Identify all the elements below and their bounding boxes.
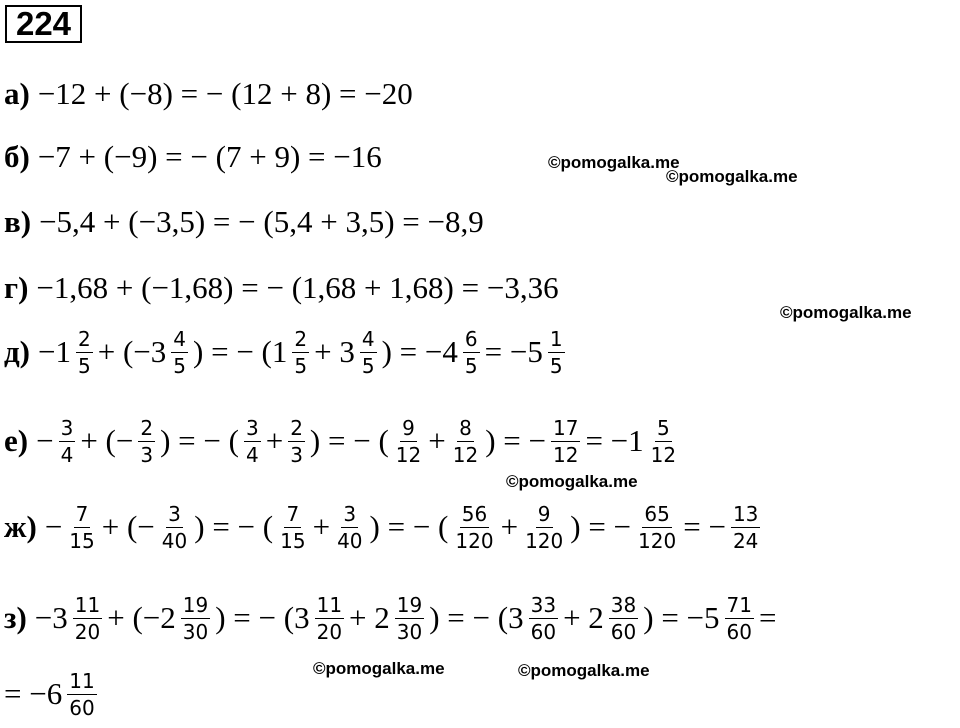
- expression-text: + (−: [80, 423, 134, 458]
- expression-text: ) = −4: [381, 334, 458, 369]
- numerator: 3: [343, 501, 357, 526]
- item-label: а): [4, 76, 30, 111]
- denominator: 12: [395, 442, 422, 467]
- fraction: [523, 503, 565, 552]
- fraction: [67, 670, 96, 719]
- watermark: ©pomogalka.me: [518, 661, 650, 680]
- numerator: 11: [74, 592, 101, 617]
- expression-text: ) = − (: [194, 509, 274, 544]
- expression-text: ) = −: [485, 423, 546, 458]
- numerator: 4: [361, 326, 375, 351]
- expression-text: ) = −: [570, 509, 632, 544]
- denominator: 20: [316, 619, 343, 644]
- numerator: 3: [245, 415, 259, 440]
- fraction: [292, 328, 309, 377]
- fraction: [244, 417, 261, 466]
- fraction: [453, 503, 495, 552]
- denominator: 5: [464, 353, 478, 378]
- numerator: 2: [294, 326, 308, 351]
- denominator: 30: [396, 619, 423, 644]
- expression-text: ) = − (3: [429, 600, 524, 635]
- numerator: 11: [316, 592, 343, 617]
- denominator: 5: [361, 353, 375, 378]
- expression-text: + (−: [101, 509, 155, 544]
- expression-text: +: [428, 423, 446, 458]
- expression-text: ) = − (: [309, 423, 389, 458]
- denominator: 12: [452, 442, 479, 467]
- numerator: 1: [549, 326, 563, 351]
- expression-text: ) = −5: [643, 600, 720, 635]
- equation-row-d: [4, 326, 570, 378]
- expression-text: −1,68 + (−1,68) = − (1,68 + 1,68) = −3,36: [36, 270, 559, 305]
- denominator: 20: [74, 619, 101, 644]
- item-label: ж): [4, 509, 37, 544]
- item-label: д): [4, 334, 31, 369]
- watermark: ©pomogalka.me: [780, 303, 912, 322]
- equation-row-e: [4, 415, 683, 467]
- expression-text: =: [759, 600, 777, 635]
- numerator: 2: [140, 415, 154, 440]
- watermark: ©pomogalka.me: [313, 659, 445, 678]
- denominator: 15: [69, 528, 95, 553]
- denominator: 12: [552, 442, 579, 467]
- numerator: 4: [173, 326, 187, 351]
- denominator: 3: [290, 442, 303, 467]
- denominator: 40: [161, 528, 188, 553]
- fraction: [171, 328, 188, 377]
- denominator: 4: [245, 442, 259, 467]
- item-label: г): [4, 270, 29, 305]
- expression-text: −7 + (−9) = − (7 + 9) = −16: [37, 139, 382, 174]
- denominator: 5: [78, 353, 91, 378]
- numerator: 9: [537, 501, 551, 526]
- denominator: 40: [337, 528, 363, 553]
- numerator: 3: [168, 501, 181, 526]
- expression-text: + (−3: [97, 334, 167, 369]
- expression-text: −: [36, 423, 54, 458]
- fraction: [636, 503, 678, 552]
- expression-text: +: [500, 509, 519, 544]
- watermark: ©pomogalka.me: [506, 472, 638, 491]
- numerator: 17: [552, 415, 579, 440]
- item-label: е): [4, 423, 29, 458]
- fraction: [76, 328, 93, 377]
- expression-text: + 3: [314, 334, 355, 369]
- numerator: 2: [290, 415, 303, 440]
- denominator: 3: [140, 442, 154, 467]
- numerator: 11: [69, 668, 95, 693]
- numerator: 2: [78, 326, 91, 351]
- fraction: [529, 594, 558, 643]
- equation-row-z-continued: [4, 668, 102, 720]
- denominator: 60: [610, 619, 637, 644]
- numerator: 71: [726, 592, 752, 617]
- watermark: ©pomogalka.me: [666, 167, 798, 186]
- denominator: 5: [294, 353, 308, 378]
- numerator: 38: [610, 592, 637, 617]
- denominator: 60: [69, 695, 95, 720]
- numerator: 19: [396, 592, 423, 617]
- fraction: [138, 417, 155, 466]
- fraction: [181, 594, 210, 643]
- expression-text: = −6: [4, 676, 63, 711]
- item-label: з): [4, 600, 27, 635]
- problem-number: 224: [5, 5, 82, 43]
- equation-row-a: [4, 72, 413, 116]
- equation-row-g: [4, 266, 559, 310]
- expression-text: ) = − (3: [215, 600, 310, 635]
- expression-text: −1: [38, 334, 71, 369]
- numerator: 7: [75, 501, 89, 526]
- fraction: [463, 328, 480, 377]
- fraction: [288, 417, 305, 466]
- expression-text: −: [44, 509, 63, 544]
- numerator: 65: [644, 501, 670, 526]
- fraction: [451, 417, 480, 466]
- equation-row-v: [4, 200, 484, 244]
- item-label: в): [4, 204, 32, 239]
- fraction: [609, 594, 638, 643]
- fraction: [67, 503, 96, 552]
- denominator: 30: [182, 619, 209, 644]
- expression-text: = −: [683, 509, 726, 544]
- fraction: [315, 594, 344, 643]
- expression-text: ) = − (1: [193, 334, 288, 369]
- fraction: [725, 594, 754, 643]
- expression-text: + 2: [563, 600, 604, 635]
- item-label: б): [4, 139, 30, 174]
- fraction: [395, 594, 424, 643]
- expression-text: ) = − (: [369, 509, 449, 544]
- numerator: 9: [402, 415, 415, 440]
- numerator: 5: [657, 415, 670, 440]
- numerator: 19: [182, 592, 209, 617]
- fraction: [360, 328, 377, 377]
- fraction: [160, 503, 189, 552]
- denominator: 4: [60, 442, 74, 467]
- equation-row-z: [4, 592, 777, 644]
- fraction: [649, 417, 678, 466]
- fraction: [73, 594, 102, 643]
- denominator: 24: [732, 528, 759, 553]
- fraction: [278, 503, 307, 552]
- expression-text: = −1: [585, 423, 644, 458]
- expression-text: −5,4 + (−3,5) = − (5,4 + 3,5) = −8,9: [39, 204, 484, 239]
- expression-text: ) = − (: [160, 423, 239, 458]
- fraction: [548, 328, 565, 377]
- denominator: 60: [530, 619, 557, 644]
- fraction: [731, 503, 760, 552]
- numerator: 13: [732, 501, 759, 526]
- denominator: 5: [549, 353, 563, 378]
- fraction: [335, 503, 364, 552]
- fraction: [394, 417, 423, 466]
- denominator: 60: [726, 619, 752, 644]
- expression-text: −12 + (−8) = − (12 + 8) = −20: [37, 76, 413, 111]
- fraction: [59, 417, 76, 466]
- denominator: 120: [525, 528, 564, 553]
- denominator: 5: [173, 353, 187, 378]
- denominator: 12: [650, 442, 677, 467]
- numerator: 7: [286, 501, 300, 526]
- expression-text: +: [312, 509, 331, 544]
- denominator: 15: [280, 528, 306, 553]
- numerator: 56: [461, 501, 488, 526]
- denominator: 120: [638, 528, 677, 553]
- watermark: ©pomogalka.me: [548, 153, 680, 172]
- fraction: [551, 417, 580, 466]
- denominator: 120: [455, 528, 494, 553]
- numerator: 33: [530, 592, 557, 617]
- expression-text: −3: [34, 600, 68, 635]
- numerator: 8: [459, 415, 472, 440]
- equation-row-zh: [4, 501, 765, 553]
- expression-text: = −5: [484, 334, 543, 369]
- equation-row-b: [4, 135, 382, 179]
- numerator: 6: [464, 326, 478, 351]
- expression-text: + 2: [349, 600, 390, 635]
- expression-text: +: [265, 423, 284, 458]
- numerator: 3: [60, 415, 74, 440]
- expression-text: + (−2: [107, 600, 176, 635]
